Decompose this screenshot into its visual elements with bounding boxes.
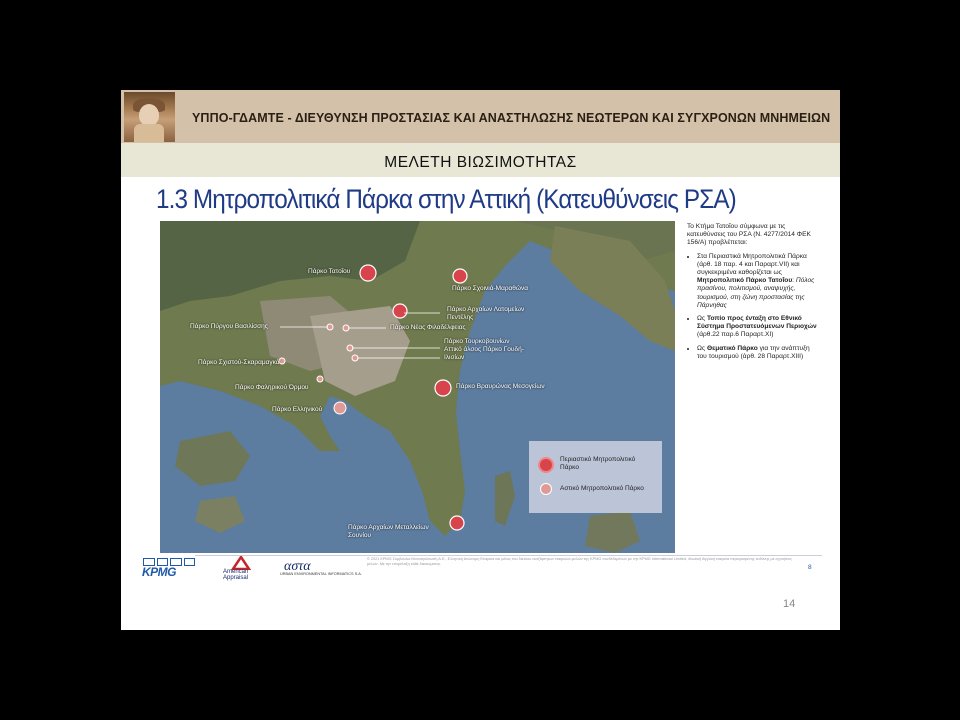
label-nea-filadelfeia: Πάρκο Νέας Φιλαδέλφειας	[390, 324, 466, 331]
page-number: 14	[783, 598, 796, 610]
label-skaramanga: Πάρκο Σχιστού-Σκαραμαγκά	[198, 359, 280, 366]
side-bullets	[687, 253, 819, 361]
side-text	[687, 223, 819, 366]
marker-vravrona	[435, 380, 451, 396]
legend-periastiko-icon	[538, 457, 554, 473]
marker-elliniko	[334, 402, 346, 414]
slide-header	[121, 90, 840, 143]
label-schinia: Πάρκο Σχοινιά-Μαραθώνα	[452, 285, 528, 292]
marker-schinia	[453, 269, 467, 283]
label-latomeion: Πάρκο Αρχαίων Λατομείων Πεντέλης	[447, 306, 525, 321]
svg-text:αστα: αστα	[284, 559, 311, 572]
inner-slide-title: 1.3 Μητροπολιτικά Πάρκα στην Αττική (Κατευθύνσεις ΡΣΑ)	[156, 184, 736, 214]
marker-faliro	[317, 376, 323, 382]
map-legend	[529, 441, 662, 513]
label-faliro: Πάρκο Φαληρικού Όρμου	[235, 384, 309, 391]
attica-map	[160, 221, 675, 553]
embedded-slide	[142, 180, 822, 581]
inner-page-number: 8	[808, 564, 812, 571]
legend-astiko-label: Αστικό Μητροπολιτικό Πάρκο	[560, 485, 644, 492]
label-vravrona: Πάρκο Βραυρώνας Μεσογείων	[456, 383, 545, 390]
label-elliniko: Πάρκο Ελληνικού	[272, 406, 323, 413]
kpmg-logo: KPMG	[141, 555, 195, 579]
marker-tatoiou	[360, 265, 376, 281]
study-title: ΜΕΛΕΤΗ ΒΙΩΣΙΜΟΤΗΤΑΣ	[384, 154, 577, 171]
ministry-title: ΥΠΠΟ-ΓΔΑΜΤΕ - ΔΙΕΥΘΥΝΣΗ ΠΡΟΣΤΑΣΙΑΣ ΚΑΙ ΑΝΑΣΤΗΛΩΣΗΣ ΝΕΩΤΕΡΩΝ ΚΑΙ ΣΥΓΧΡΟΝΩΝ ΜΝΗΜΕΙΩΝ	[192, 111, 831, 125]
marker-sounio	[450, 516, 464, 530]
marker-latomeion	[393, 304, 407, 318]
legend-periastiko-label: Περιαστικό Μητροπολιτικό Πάρκο	[560, 456, 636, 471]
american-appraisal-logo: American Appraisal	[223, 556, 259, 580]
label-tourkovounia: Πάρκο Τουρκοβουνίων Αττικό άλσος Πάρκο Γουδή-Ιλισίων	[444, 338, 524, 361]
side-intro: Το Κτήμα Τατοΐου σύμφωνα με τις κατευθύνσεις του ΡΣΑ (Ν. 4277/2014 ΦΕΚ 156/Α) προβλέπεται:	[687, 223, 811, 247]
label-pyrgos: Πάρκο Πύργου Βασιλίσσης	[190, 323, 268, 330]
bullet-1: • Στα Περιαστικά Μητροπολιτικά Πάρκα (άρθ. 18 παρ. 4 και Παραρτ.VII) και συγκεκριμένα καθορίζεται ως Μητροπολιτικό Πάρκο Τατοΐου: Πόλος πρασίνου, πολιτισμού, αναψυχής, τουρισμού, στη ζώνη προστασίας της Πάρνηθας	[697, 253, 819, 310]
copyright-text: © 2021 KPMG Σύμβουλοι Μονοπρόσωπη Α.Ε., Ελληνική Ανώνυμη Εταιρεία και μέλος του δικτύου ανεξάρτητων εταιρειών-μελών της KPMG συνδεδεμένων με την KPMG International Limited, ιδιωτική Αγγλική εταιρεία περιορισμένης ευθύνης με εγγυήσεις μελών. Με την επιφύλαξη κάθε δικαιώματος.	[367, 557, 792, 566]
label-tatoiou: Πάρκο Τατοΐου	[308, 268, 351, 275]
urban-environmental-logo: αστα URBAN ENVIRONMENTAL INFORMATICS S.A.	[280, 559, 362, 576]
legend-astiko-icon	[540, 483, 552, 495]
caryatid-logo	[124, 92, 175, 142]
bullet-2: • Ως Τοπίο προς ένταξη στο Εθνικό Σύστημα Προστατευόμενων Περιοχών (άρθ.22 παρ.6 Παραρτ.XI)	[697, 315, 819, 340]
bullet-3: • Ως Θεματικό Πάρκο για την ανάπτυξη του τουρισμού (άρθ. 28 Παραρτ.XIII)	[697, 345, 819, 361]
label-sounio: Πάρκο Αρχαίων Μεταλλείων Σουνίου	[348, 524, 429, 539]
